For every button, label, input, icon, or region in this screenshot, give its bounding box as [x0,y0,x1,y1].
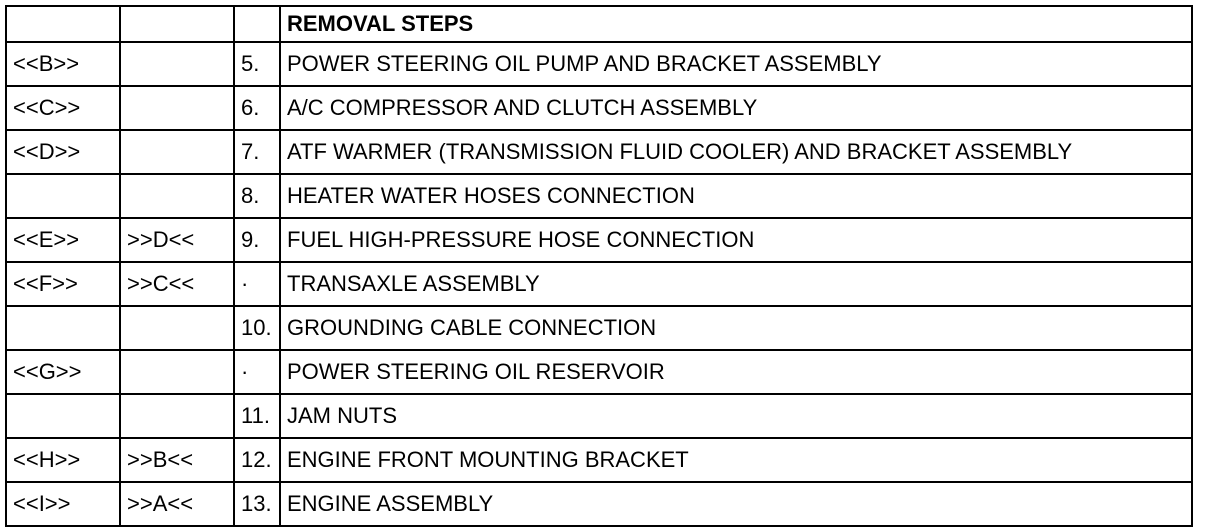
step-description-cell: JAM NUTS [280,394,1192,438]
table-row [6,86,1192,130]
step-number-cell: 10. [234,306,280,350]
table-row [6,394,1192,438]
header-row [6,6,1192,42]
ref1-cell: <<D>> [6,130,120,174]
ref1-cell: <<F>> [6,262,120,306]
ref2-cell: >>A<< [120,482,234,526]
ref2-cell [120,306,234,350]
ref1-cell: <<G>> [6,350,120,394]
ref2-cell [120,86,234,130]
ref2-cell: >>D<< [120,218,234,262]
ref1-cell: <<C>> [6,86,120,130]
removal-steps-table [5,5,1193,527]
ref1-cell: <<H>> [6,438,120,482]
step-description-cell: ENGINE FRONT MOUNTING BRACKET [280,438,1192,482]
table-title: REMOVAL STEPS [280,6,1192,42]
step-number-cell: 7. [234,130,280,174]
ref1-cell [6,174,120,218]
header-cell-step [234,6,280,42]
table-row [6,130,1192,174]
ref2-cell: >>B<< [120,438,234,482]
ref2-cell [120,394,234,438]
step-description-cell: HEATER WATER HOSES CONNECTION [280,174,1192,218]
step-description-cell: ENGINE ASSEMBLY [280,482,1192,526]
ref1-cell [6,394,120,438]
table-row [6,438,1192,482]
ref1-cell: <<I>> [6,482,120,526]
table-row [6,174,1192,218]
step-number-cell: 12. [234,438,280,482]
step-number-cell: 13. [234,482,280,526]
ref2-cell [120,174,234,218]
step-description-cell: POWER STEERING OIL RESERVOIR [280,350,1192,394]
ref1-cell [6,306,120,350]
ref2-cell [120,42,234,86]
step-description-cell: TRANSAXLE ASSEMBLY [280,262,1192,306]
table-row [6,350,1192,394]
ref2-cell [120,350,234,394]
table-row [6,218,1192,262]
header-cell-ref1 [6,6,120,42]
table-row [6,262,1192,306]
step-number-cell: · [234,350,280,394]
step-number-cell: · [234,262,280,306]
step-description-cell: A/C COMPRESSOR AND CLUTCH ASSEMBLY [280,86,1192,130]
step-description-cell: POWER STEERING OIL PUMP AND BRACKET ASSEMBLY [280,42,1192,86]
table-row [6,482,1192,526]
ref2-cell: >>C<< [120,262,234,306]
step-number-cell: 8. [234,174,280,218]
step-number-cell: 5. [234,42,280,86]
step-number-cell: 6. [234,86,280,130]
step-number-cell: 11. [234,394,280,438]
header-cell-ref2 [120,6,234,42]
ref1-cell: <<B>> [6,42,120,86]
ref2-cell [120,130,234,174]
step-description-cell: GROUNDING CABLE CONNECTION [280,306,1192,350]
ref1-cell: <<E>> [6,218,120,262]
step-description-cell: FUEL HIGH-PRESSURE HOSE CONNECTION [280,218,1192,262]
step-description-cell: ATF WARMER (TRANSMISSION FLUID COOLER) AND BRACKET ASSEMBLY [280,130,1192,174]
table-row [6,306,1192,350]
step-number-cell: 9. [234,218,280,262]
table-row [6,42,1192,86]
